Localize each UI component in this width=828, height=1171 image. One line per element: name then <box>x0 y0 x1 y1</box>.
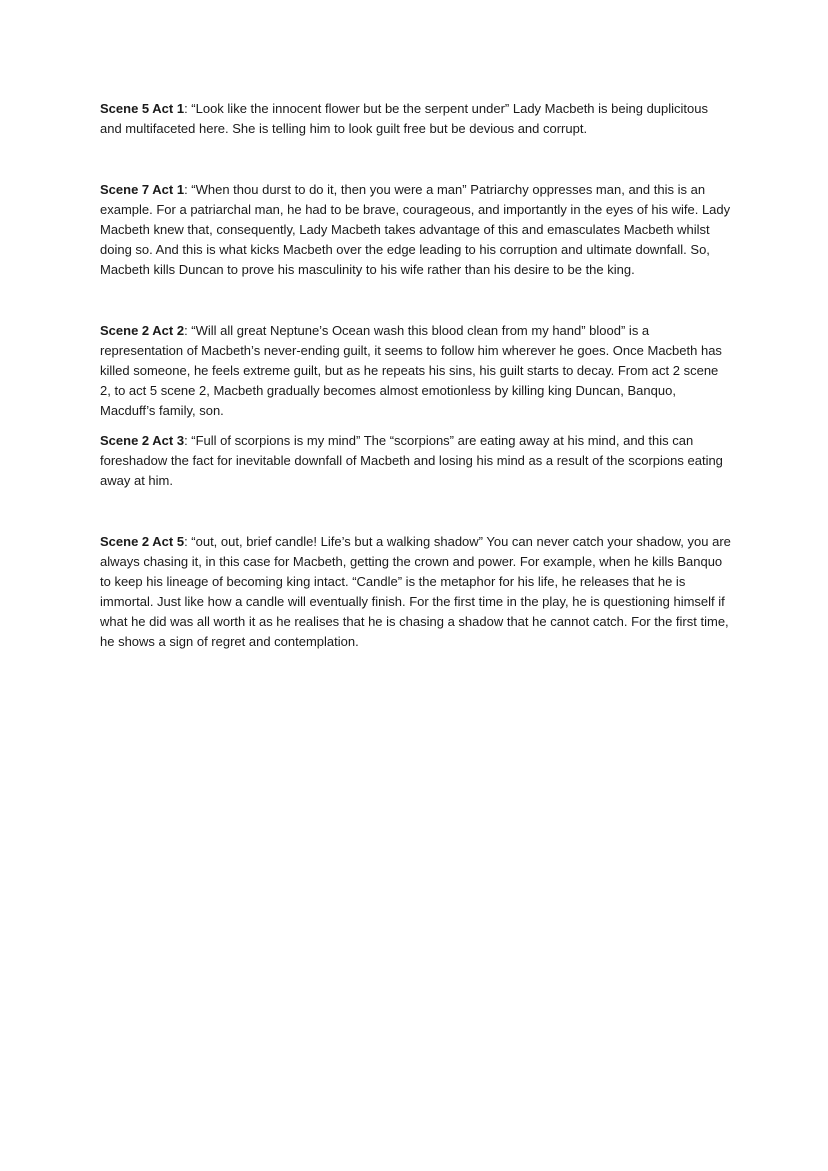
paragraph-label: Scene 2 Act 2 <box>100 323 185 338</box>
paragraph-text: : “Full of scorpions is my mind” The “scorpions” are eating away at his mind, and this can foreshadow the fact for inevitable downfall of Macbeth and losing his mind as a result of the scorpions eating away at him. <box>100 433 723 488</box>
paragraph-label: Scene 2 Act 5 <box>100 534 185 549</box>
paragraph-text: : “Look like the innocent flower but be the serpent under” Lady Macbeth is being duplicitous and multifaceted here. She is telling him to look guilt free but be devious and corrupt. <box>100 101 708 136</box>
spacer <box>100 491 732 532</box>
paragraph-scene7-act1 <box>100 180 732 280</box>
paragraph-scene2-act2 <box>100 321 732 421</box>
paragraph-text: : “Will all great Neptune’s Ocean wash this blood clean from my hand” blood” is a representation of Macbeth’s never-ending guilt, it seems to follow him wherever he goes. Once Macbeth has killed someone, he feels extreme guilt, but as he repeats his sins, his guilt starts to decay. From act 2 scene 2, to act 5 scene 2, Macbeth gradually becomes almost emotionless by killing king Duncan, Banquo, Macduff’s family, son. <box>100 323 722 418</box>
paragraph-scene2-act3 <box>100 431 732 491</box>
document-body <box>100 99 732 652</box>
paragraph-scene2-act5 <box>100 532 732 652</box>
paragraph-scene5-act1 <box>100 99 732 139</box>
paragraph-text: : “When thou durst to do it, then you were a man” Patriarchy oppresses man, and this is an example. For a patriarchal man, he had to be brave, courageous, and importantly in the eyes of his wife. Lady Macbeth knew that, consequently, Lady Macbeth takes advantage of this and emasculates Macbeth whilst doing so. And this is what kicks Macbeth over the edge leading to his corruption and ultimate downfall. So, Macbeth kills Duncan to prove his masculinity to his wife rather than his desire to be the king. <box>100 182 731 277</box>
paragraph-label: Scene 5 Act 1 <box>100 101 185 116</box>
paragraph-text: : “out, out, brief candle! Life’s but a walking shadow” You can never catch your shadow, you are always chasing it, in this case for Macbeth, getting the crown and power. For example, when he kills Banquo to keep his lineage of becoming king intact. “Candle” is the metaphor for his life, he releases that he is immortal. Just like how a candle will eventually finish. For the first time in the play, he is questioning himself if what he did was all worth it as he realises that he is chasing a shadow that he cannot catch. For the first time, he shows a sign of regret and contemplation. <box>100 534 731 649</box>
spacer <box>100 139 732 180</box>
spacer <box>100 421 732 431</box>
paragraph-label: Scene 7 Act 1 <box>100 182 185 197</box>
paragraph-label: Scene 2 Act 3 <box>100 433 185 448</box>
spacer <box>100 280 732 321</box>
